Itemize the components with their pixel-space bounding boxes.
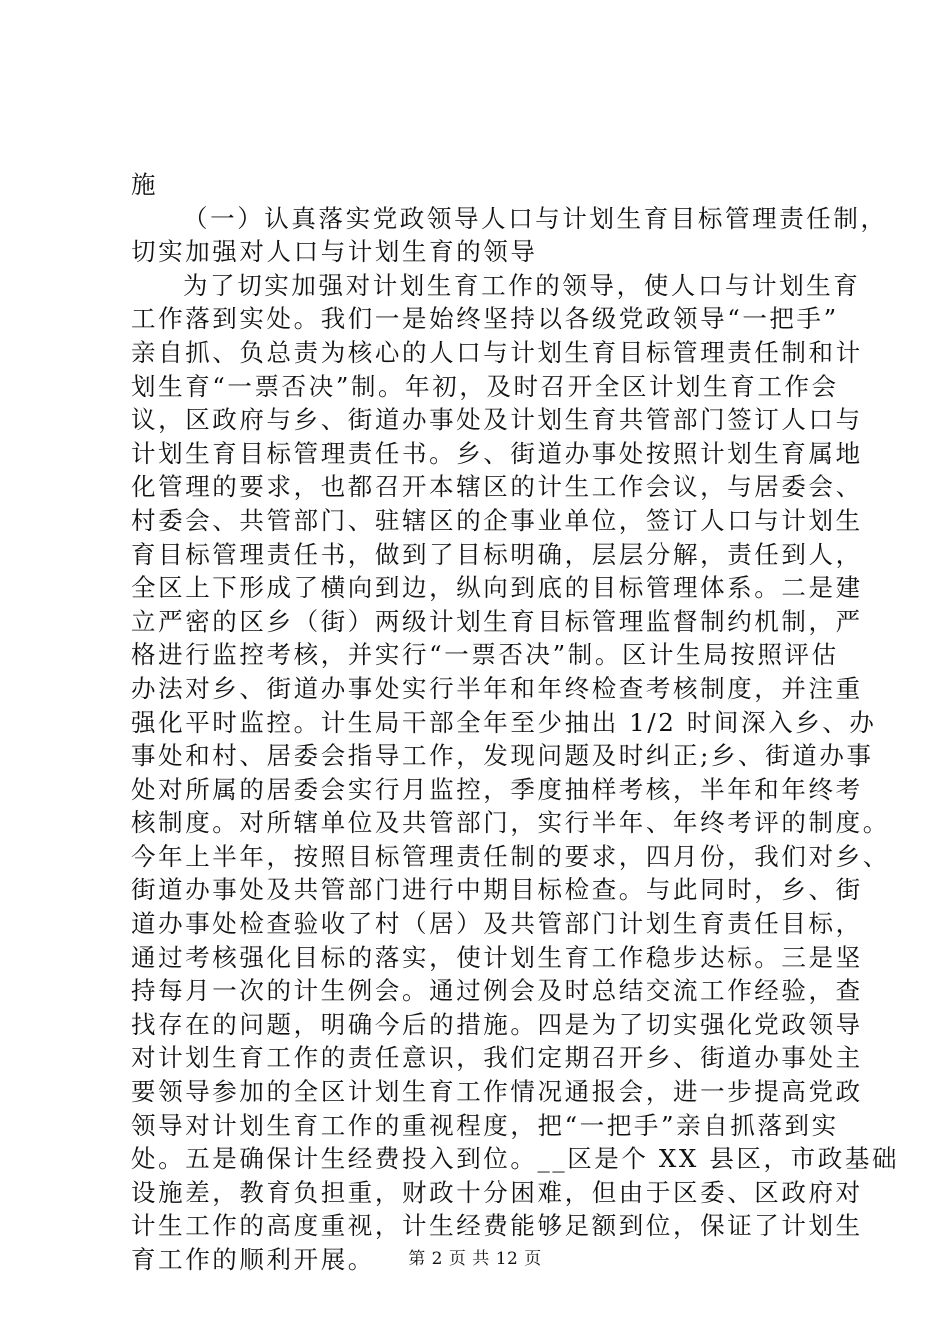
body-line: 格进行监控考核，并实行“一票否决”制。区计生局按照评估 xyxy=(131,640,839,670)
body-line: 亲自抓、负总责为核心的人口与计划生育目标管理责任制和计 xyxy=(131,337,863,367)
body-line: 道办事处检查验收了村（居）及共管部门计划生育责任目标， xyxy=(131,909,863,939)
section-heading-continued: 切实加强对人口与计划生育的领导 xyxy=(131,237,538,267)
page-number-footer: 第 2 页 共 12 页 xyxy=(408,1249,542,1269)
body-line: 划生育“一票否决”制。年初，及时召开全区计划生育工作会 xyxy=(131,371,839,401)
document-body xyxy=(131,168,900,1277)
body-line: 持每月一次的计生例会。通过例会及时总结交流工作经验，查 xyxy=(131,976,863,1006)
body-line: 全区上下形成了横向到边，纵向到底的目标管理体系。二是建 xyxy=(131,573,863,603)
paragraph-first-line: 为了切实加强对计划生育工作的领导，使人口与计划生育 xyxy=(183,270,861,300)
body-line: 通过考核强化目标的落实，使计划生育工作稳步达标。三是坚 xyxy=(131,942,863,972)
body-line: 核制度。对所辖单位及共管部门，实行半年、年终考评的制度。 xyxy=(131,808,890,838)
body-line: 事处和村、居委会指导工作，发现问题及时纠正;乡、街道办事 xyxy=(131,741,874,771)
body-line: 找存在的问题，明确今后的措施。四是为了切实强化党政领导 xyxy=(131,1009,863,1039)
body-line: 议，区政府与乡、街道办事处及计划生育共管部门签订人口与 xyxy=(131,405,863,435)
body-line: 办法对乡、街道办事处实行半年和年终检查考核制度，并注重 xyxy=(131,673,863,703)
body-line: 化管理的要求，也都召开本辖区的计生工作会议，与居委会、 xyxy=(131,472,863,502)
body-line: 对计划生育工作的责任意识，我们定期召开乡、街道办事处主 xyxy=(131,1043,863,1073)
body-line: 立严密的区乡（街）两级计划生育目标管理监督制约机制，严 xyxy=(131,606,863,636)
body-line: 街道办事处及共管部门进行中期目标检查。与此同时，乡、街 xyxy=(131,875,863,905)
body-line: 计生工作的高度重视，计生经费能够足额到位，保证了计划生 xyxy=(131,1211,863,1241)
body-line: 处。五是确保计生经费投入到位。__区是个 XX 县区，市政基础 xyxy=(131,1144,900,1174)
body-line: 设施差，教育负担重，财政十分困难，但由于区委、区政府对 xyxy=(131,1177,863,1207)
body-line: 村委会、共管部门、驻辖区的企事业单位，签订人口与计划生 xyxy=(131,505,863,535)
body-line: 育目标管理责任书，做到了目标明确，层层分解，责任到人， xyxy=(131,539,863,569)
body-line: 处对所属的居委会实行月监控，季度抽样考核，半年和年终考 xyxy=(131,774,863,804)
body-line: 强化平时监控。计生局干部全年至少抽出 1/2 时间深入乡、办 xyxy=(131,707,877,737)
body-line: 施 xyxy=(131,170,159,199)
body-line: 工作落到实处。我们一是始终坚持以各级党政领导“一把手” xyxy=(131,304,839,334)
body-line: 领导对计划生育工作的重视程度，把“一把手”亲自抓落到实 xyxy=(131,1110,839,1140)
body-line: 今年上半年，按照目标管理责任制的要求，四月份，我们对乡、 xyxy=(131,841,890,871)
body-line: 要领导参加的全区计划生育工作情况通报会，进一步提高党政 xyxy=(131,1077,863,1107)
body-line: 计划生育目标管理责任书。乡、街道办事处按照计划生育属地 xyxy=(131,438,863,468)
section-heading: （一）认真落实党政领导人口与计划生育目标管理责任制， xyxy=(183,203,888,233)
body-line: 育工作的顺利开展。 xyxy=(131,1245,375,1274)
